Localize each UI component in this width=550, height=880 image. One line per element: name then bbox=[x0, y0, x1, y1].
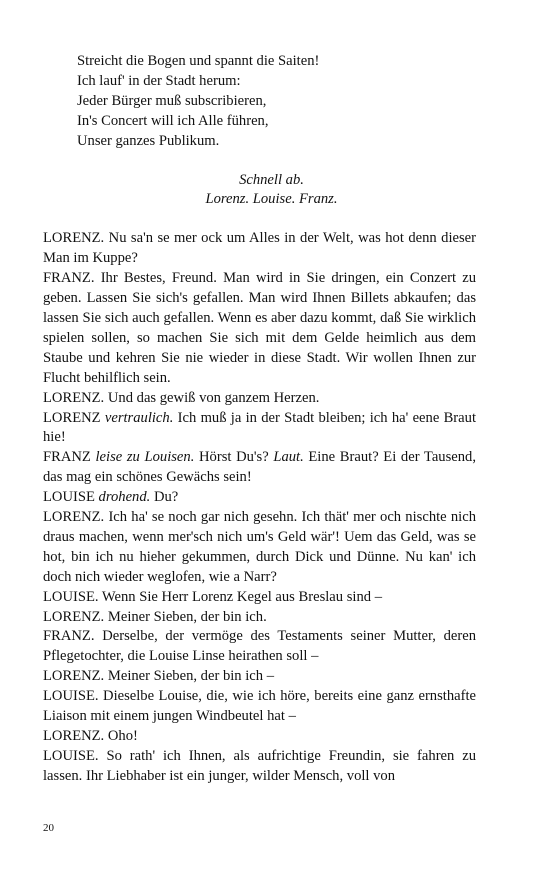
dialogue-line bbox=[43, 389, 476, 409]
dialogue-line bbox=[43, 409, 476, 449]
dialogue-line bbox=[43, 727, 476, 747]
stage-direction-block bbox=[43, 171, 476, 211]
verse-line: Ich lauf' in der Stadt herum: bbox=[77, 72, 241, 89]
speaker: LORENZ. bbox=[43, 728, 105, 744]
dialogue-line bbox=[43, 588, 476, 608]
inline-direction: vertraulich. bbox=[104, 409, 174, 426]
page-number: 20 bbox=[43, 822, 54, 834]
speech: Meiner Sieben, der bin ich – bbox=[104, 668, 275, 685]
speaker: LORENZ. bbox=[43, 509, 105, 526]
speech: Ich muß ja in der Stadt bleiben; ich ha' eene Braut hie! bbox=[43, 409, 477, 446]
dialogue-line bbox=[43, 508, 476, 588]
verse-line: Jeder Bürger muß subscribieren, bbox=[77, 92, 267, 109]
speech: Dieselbe Louise, die, wie ich höre, bereits eine ganz ernsthafte Liaison mit einem jungen Windbeutel hat – bbox=[43, 688, 476, 725]
dialogue-line bbox=[43, 627, 476, 667]
speech: Hörst Du's? bbox=[194, 449, 274, 466]
dialogue-line bbox=[43, 269, 476, 388]
speaker: LORENZ bbox=[43, 409, 101, 426]
dialogue-line bbox=[43, 667, 476, 687]
speaker: LORENZ. bbox=[43, 389, 105, 406]
speech: Derselbe, der vermöge des Testaments seiner Mutter, deren Pflegetochter, die Louise Linse heirathen soll – bbox=[43, 628, 476, 665]
speech: Du? bbox=[150, 489, 179, 506]
speaker: LOUISE. bbox=[43, 688, 99, 705]
speaker: FRANZ. bbox=[43, 628, 95, 645]
dialogue-line bbox=[43, 747, 476, 787]
dialogue-line bbox=[43, 229, 476, 269]
speaker: FRANZ. bbox=[43, 270, 95, 287]
dialogue-block bbox=[43, 229, 476, 786]
speaker: LOUISE. bbox=[43, 588, 99, 605]
verse-line: Unser ganzes Publikum. bbox=[77, 132, 220, 149]
dialogue-line bbox=[43, 608, 476, 628]
inline-direction: Laut. bbox=[273, 449, 304, 466]
speech: Oho! bbox=[104, 728, 138, 744]
inline-direction: drohend. bbox=[98, 489, 151, 506]
dialogue-line bbox=[43, 448, 476, 488]
verse-line: Streicht die Bogen und spannt die Saiten! bbox=[77, 53, 320, 69]
speaker: FRANZ bbox=[43, 449, 91, 466]
speech: Ich ha' se noch gar nich gesehn. Ich thät' mer och nischte nich draus machen, wenn mer'sch nich um's Geld wär'! Uem das Geld, was se hot, bin ich nu hieher gekummen, durch Dick und Dünne. Nu kan' ich doch nich wieder weglofen, wie a Narr? bbox=[43, 509, 476, 585]
speech: Meiner Sieben, der bin ich. bbox=[104, 608, 267, 625]
stage-direction-characters: Lorenz. Louise. Franz. bbox=[205, 191, 338, 208]
speech: Eine Braut? Ei der Tausend, das mag ein schönes Gewächs sein! bbox=[43, 449, 476, 486]
verse-block bbox=[77, 52, 476, 152]
verse-line: In's Concert will ich Alle führen, bbox=[77, 112, 269, 129]
speech: So rath' ich Ihnen, als aufrichtige Freundin, sie fahren zu lassen. Ihr Liebhaber ist ein junger, wilder Mensch, voll von bbox=[43, 747, 476, 784]
dialogue-line bbox=[43, 687, 476, 727]
dialogue-line bbox=[43, 488, 476, 508]
speaker: LORENZ. bbox=[43, 608, 105, 625]
inline-direction: leise zu Louisen. bbox=[95, 449, 195, 466]
speech: Und das gewiß von ganzem Herzen. bbox=[104, 389, 320, 406]
speech: Ihr Bestes, Freund. Man wird in Sie dringen, ein Conzert zu geben. Lassen Sie sich's gefallen. Man wird Ihnen Billets abkaufen; das lassen Sie sich auch gefallen. Wenn es aber dazu kommt, daß Sie wirklich spielen sollen, so machen Sie sich mit dem Gelde heimlich aus dem Staube und kehren Sie nie wieder in diese Stadt. Wir wollen Ihnen zur Flucht behilflich sein. bbox=[43, 270, 476, 386]
speaker: LORENZ. bbox=[43, 230, 105, 247]
page-body bbox=[43, 52, 476, 787]
speaker: LOUISE bbox=[43, 489, 95, 506]
stage-direction-exit: Schnell ab. bbox=[239, 171, 304, 188]
speaker: LORENZ. bbox=[43, 668, 105, 685]
speaker: LOUISE. bbox=[43, 747, 99, 764]
speech: Wenn Sie Herr Lorenz Kegel aus Breslau sind – bbox=[98, 588, 383, 605]
speech: Nu sa'n se mer ock um Alles in der Welt, was hot denn dieser Man im Kuppe? bbox=[43, 230, 476, 267]
